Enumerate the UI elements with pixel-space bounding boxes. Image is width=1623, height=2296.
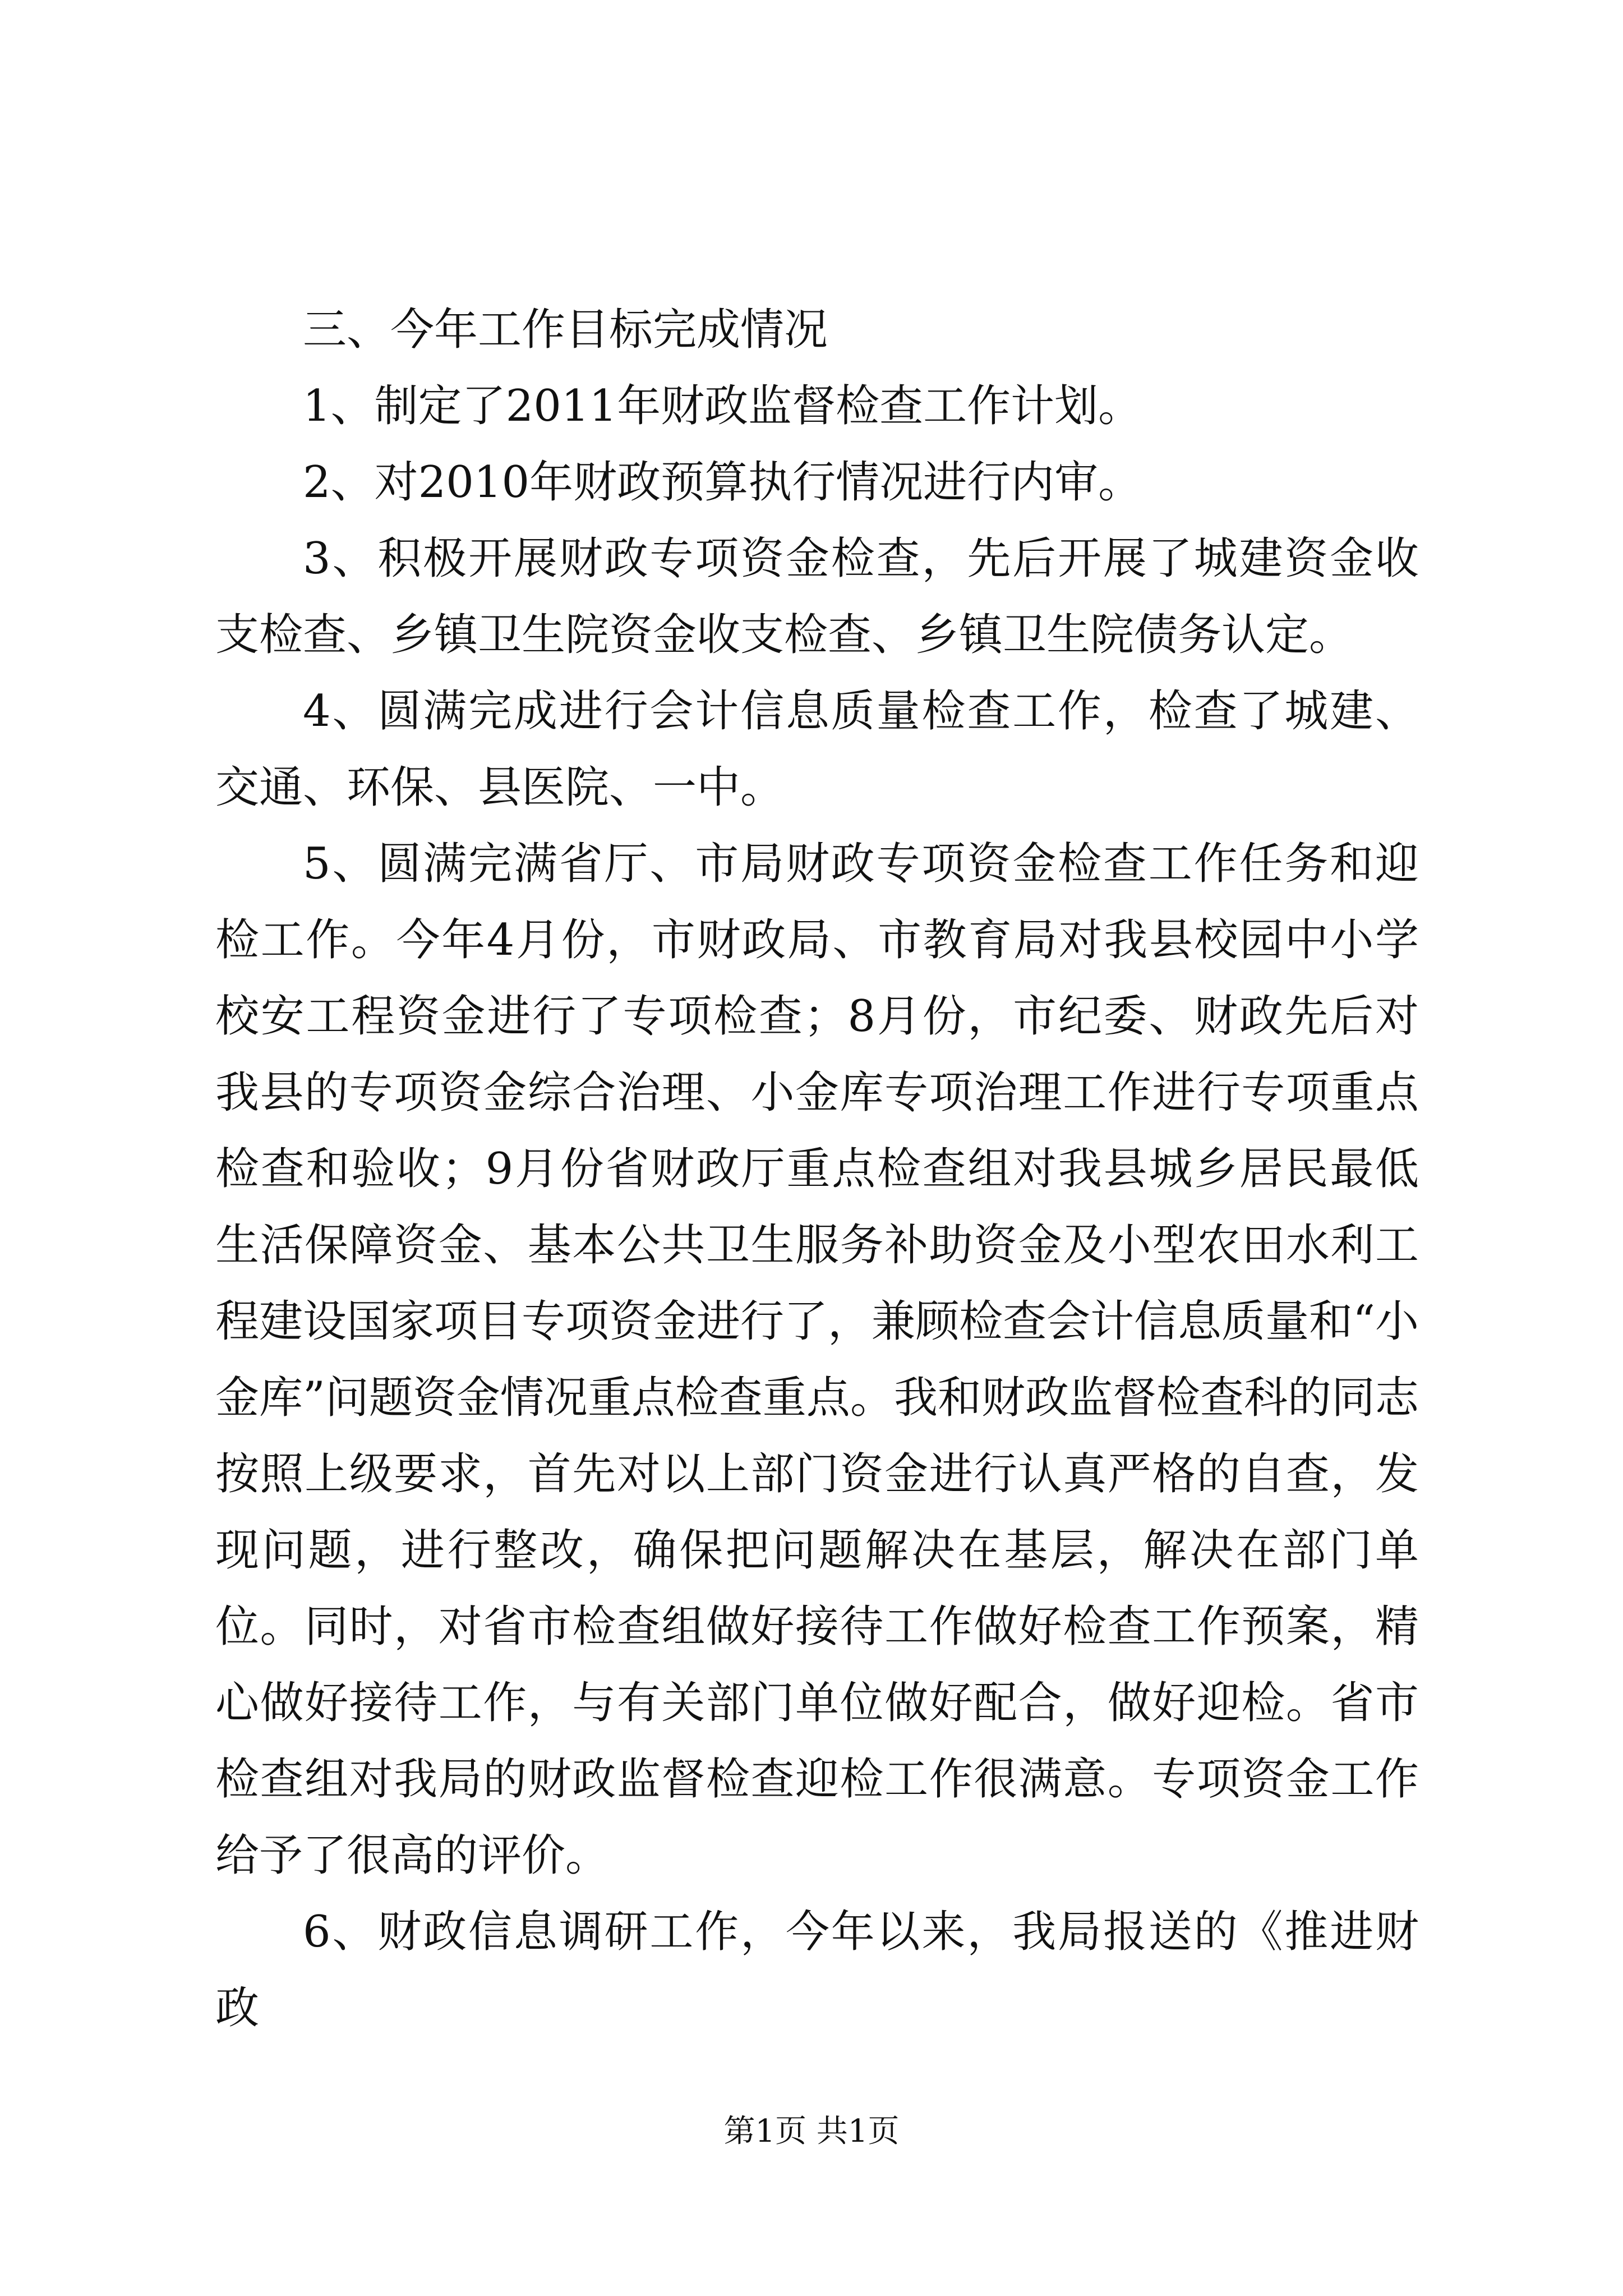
- paragraph-3: 3、积极开展财政专项资金检查，先后开展了城建资金收支检查、乡镇卫生院资金收支检查、乡镇卫生院债务认定。: [215, 533, 1419, 660]
- paragraph-5: 5、圆满完满省厅、市局财政专项资金检查工作任务和迎检工作。今年4月份，市财政局、市教育局对我县校园中小学校安工程资金进行了专项检查；8月份，市纪委、财政先后对我县的专项资金综合治理、小金库专项治理工作进行专项重点检查和验收；9月份省财政厅重点检查组对我县城乡居民最低生活保障资金、基本公共卫生服务补助资金及小型农田水利工程建设国家项目专项资金进行了，兼顾检查会计信息质量和“小金库”问题资金情况重点检查重点。我和财政监督检查科的同志按照上级要求，首先对以上部门资金进行认真严格的自查，发现问题，进行整改，确保把问题解决在基层，解决在部门单位。同时，对省市检查组做好接待工作做好检查工作预案，精心做好接待工作，与有关部门单位做好配合，做好迎检。省市检查组对我局的财政监督检查迎检工作很满意。专项资金工作给予了很高的评价。: [215, 839, 1419, 1881]
- paragraph-6: 6、财政信息调研工作，今年以来，我局报送的《推进财政: [215, 1907, 1419, 2033]
- paragraph-4: 4、圆满完成进行会计信息质量检查工作，检查了城建、交通、环保、县医院、一中。: [215, 686, 1419, 813]
- paragraph-1: 1、制定了2011年财政监督检查工作计划。: [303, 381, 1142, 431]
- paragraph-2: 2、对2010年财政预算执行情况进行内审。: [303, 457, 1142, 508]
- document-body: [215, 292, 1419, 2046]
- section-heading: 三、今年工作目标完成情况: [303, 305, 828, 355]
- page-footer: 第1页 共1页: [723, 2113, 900, 2150]
